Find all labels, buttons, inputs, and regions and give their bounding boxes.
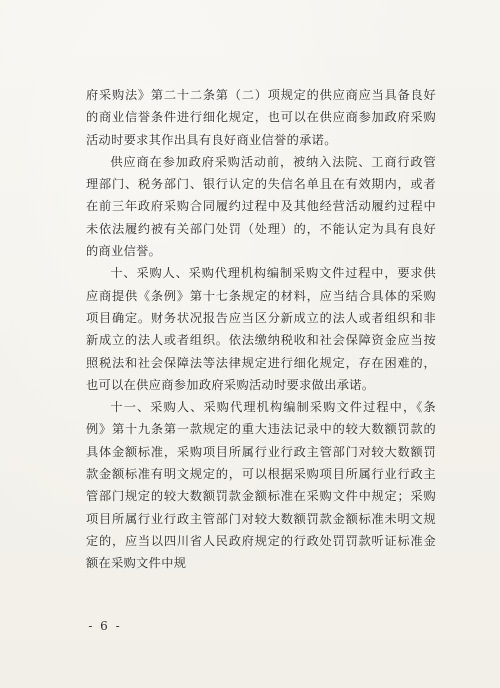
paragraph-2: 供应商在参加政府采购活动前，被纳入法院、工商行政管理部门、税务部门、银行认定的失信名单且在有效期内，或者在前三年政府采购合同履约过程中及其他经营活动履约过程中未依法履约被有关部门处罚（处理）的，不能认定为具有良好的商业信誉。 [86, 154, 436, 259]
paragraph-1: 府采购法》第二十二条第（二）项规定的供应商应当具备良好的商业信誉条件进行细化规定，也可以在供应商参加政府采购活动时要求其作出具有良好商业信誉的承诺。 [86, 88, 436, 147]
page-number: - 6 - [88, 619, 122, 633]
document-body [86, 84, 436, 575]
paragraph-3: 十、采购人、采购代理机构编制采购文件过程中，要求供应商提供《条例》第十七条规定的材料，应当结合具体的采购项目确定。财务状况报告应当区分新成立的法人或者组织和非新成立的法人或者组织。依法缴纳税收和社会保障资金应当按照税法和社会保障法等法律规定进行细化规定，存在困难的，也可以在供应商参加政府采购活动时要求做出承诺。 [86, 266, 436, 392]
paragraph-4: 十一、采购人、采购代理机构编制采购文件过程中，《条例》第十九条第一款规定的重大违法记录中的较大数额罚款的具体金额标准，采购项目所属行业行政主管部门对较大数额罚款金额标准有明文规定的，可以根据采购项目所属行业行政主管部门规定的较大数额罚款金额标准在采购文件中规定；采购项目所属行业行政主管部门对较大数额罚款金额标准未明文规定的，应当以四川省人民政府规定的行政处罚罚款听证标准金额在采购文件中规 [86, 400, 436, 571]
